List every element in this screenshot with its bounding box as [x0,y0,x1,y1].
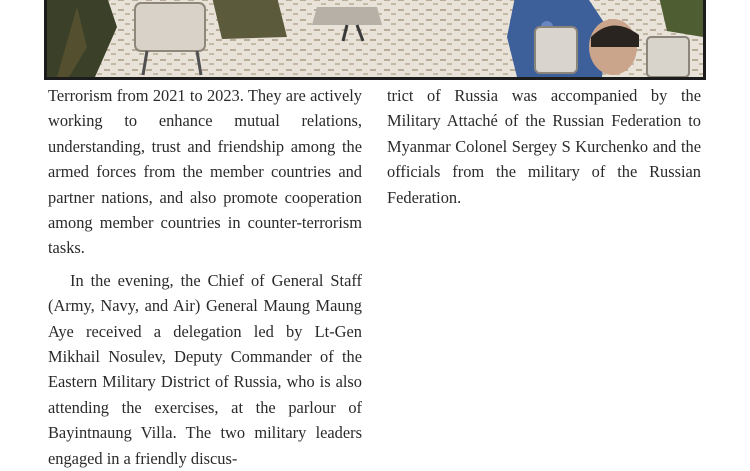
left-column [48,83,362,471]
left-paragraph-2: In the evening, the Chief of General Staff (Army, Navy, and Air) General Maung Maung Aye received a delegation led by Lt-Gen Mikhail Nosulev, Deputy Commander of the Eastern Military District of Russia, who is also attending the exercises, at the parlour of Bayintnaung Villa. The two military leaders engaged in a friendly discus- [48,270,362,468]
right-paragraph-1: trict of Russia was accompanied by the Military Attaché of the Russian Federation to Myanmar Colonel Sergey S Kurchenko and the officials from the military of the Russian Federation. [387,86,701,207]
meeting-photo-illustration [47,0,703,77]
right-column [387,83,701,210]
left-paragraph-1: Terrorism from 2021 to 2023. They are actively working to enhance mutual relations, understanding, trust and friendship among the armed forces from the member countries and partner nations, and also promote cooperation among member countries in counter-terrorism tasks. [48,86,362,258]
meeting-photo [44,0,706,80]
